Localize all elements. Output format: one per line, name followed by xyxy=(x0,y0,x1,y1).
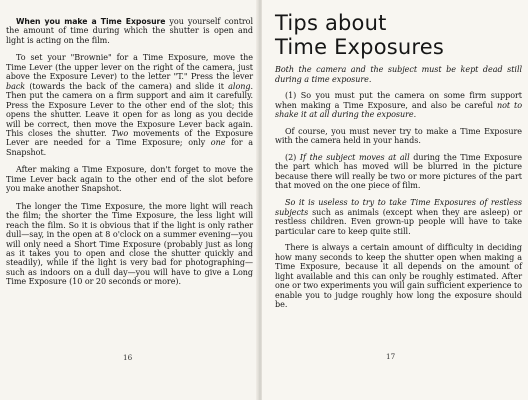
right-paragraph-1-italic: not to shake it at all during the exposure. xyxy=(275,100,522,120)
right-paragraph-1-part-1: (1) So you must put the camera on some firm support when making a Time Exposure, and also be careful xyxy=(275,91,522,110)
right-paragraph-4 xyxy=(275,198,522,236)
left-paragraph-3: After making a Time Exposure, don't forget to move the Time Lever back again to the other end of the slot before you make another Snapshot. xyxy=(6,165,253,194)
left-paragraph-4: The longer the Time Exposure, the more light will reach the film; the shorter the Time Exposure, the less light will reach the film. So it is obvious that if the light is only rather dull—say, in the open at 8 o'clock on a summer evening—you will only need a Short Time Exposure (probably just as long as it takes you to open and close the shutter quickly and steadily), while if the light is very bad for photographing—such as indoors on a dull day—you will have to give a Long Time Exposure (10 or 20 seconds or more). xyxy=(6,201,253,287)
left-page-text xyxy=(6,17,253,295)
right-page-title xyxy=(275,11,522,59)
left-paragraph-2-part-4: movements of the Exposure Lever are needed for a Time Exposure; only xyxy=(6,128,254,148)
right-paragraph-2: Of course, you must never try to make a Time Exposure with the camera held in your hands. xyxy=(275,126,522,146)
left-paragraph-2-italic-2: along xyxy=(228,81,251,91)
right-paragraph-5: There is always a certain amount of difficulty in deciding how many seconds to keep the shutter open when making a Time Exposure, because it all depends on the amount of light available and this can only be roughly estimated. After one or two experiments you will gain sufficient experience to enable you to judge roughly how long the exposure should be. xyxy=(275,243,522,310)
left-paragraph-2-italic-4: one xyxy=(210,138,226,148)
left-paragraph-2-part-5: for a Snapshot. xyxy=(6,138,253,157)
left-paragraph-1-text: you yourself control the amount of time during which the shutter is open and light is acting on the film. xyxy=(6,17,253,45)
left-heading: When you make a Time Exposure xyxy=(16,17,166,26)
left-paragraph-2-part-3: . Then put the camera on a firm support and aim it carefully. Press the Exposure Lever to the other end of the slot; this opens the shutter. Leave it open for as long as you decide will be correct, then move the Exposure Lever back again. This closes the shutter. xyxy=(6,81,253,138)
right-paragraph-4-rest: such as animals (except when they are asleep) or restless children. Even grown-up people will have to take particular care to keep quite still. xyxy=(275,207,522,236)
left-paragraph-2-part-2: (towards the back of the camera) and slide it xyxy=(25,81,229,91)
right-paragraph-3-italic: If the subject moves at all xyxy=(299,152,410,162)
left-page xyxy=(0,0,258,400)
right-paragraph-3-rest: during the Time Exposure the part which has moved will be blurred in the picture because there will really be two or more pictures of the part that moved on the one piece of film. xyxy=(275,152,522,191)
right-page xyxy=(262,0,528,400)
left-paragraph-2 xyxy=(6,53,253,157)
left-paragraph-2-italic-3: Two xyxy=(111,128,129,138)
right-page-text xyxy=(275,11,522,317)
left-paragraph-2-part-1: To set your "Brownie" for a Time Exposure, move the Time Lever (the upper lever on the right of the camera, just above the Exposure Lever) to the letter "T." Press the lever xyxy=(6,53,253,82)
right-paragraph-3 xyxy=(275,153,522,191)
left-page-number: 16 xyxy=(123,353,133,362)
left-paragraph-2-italic-1: back xyxy=(6,81,26,91)
right-page-title-line-2: Time Exposures xyxy=(275,35,445,59)
left-paragraph-1 xyxy=(6,17,253,45)
right-paragraph-3-prefix: (2) xyxy=(285,152,300,162)
right-page-title-line-1: Tips about xyxy=(275,11,387,35)
right-lead: Both the camera and the subject must be kept dead still during a time exposure. xyxy=(275,65,522,84)
right-paragraph-4-italic: So it is useless to try to take Time Exposures of restless subjects xyxy=(275,198,522,217)
right-page-number: 17 xyxy=(386,352,396,361)
right-paragraph-1 xyxy=(275,91,522,120)
